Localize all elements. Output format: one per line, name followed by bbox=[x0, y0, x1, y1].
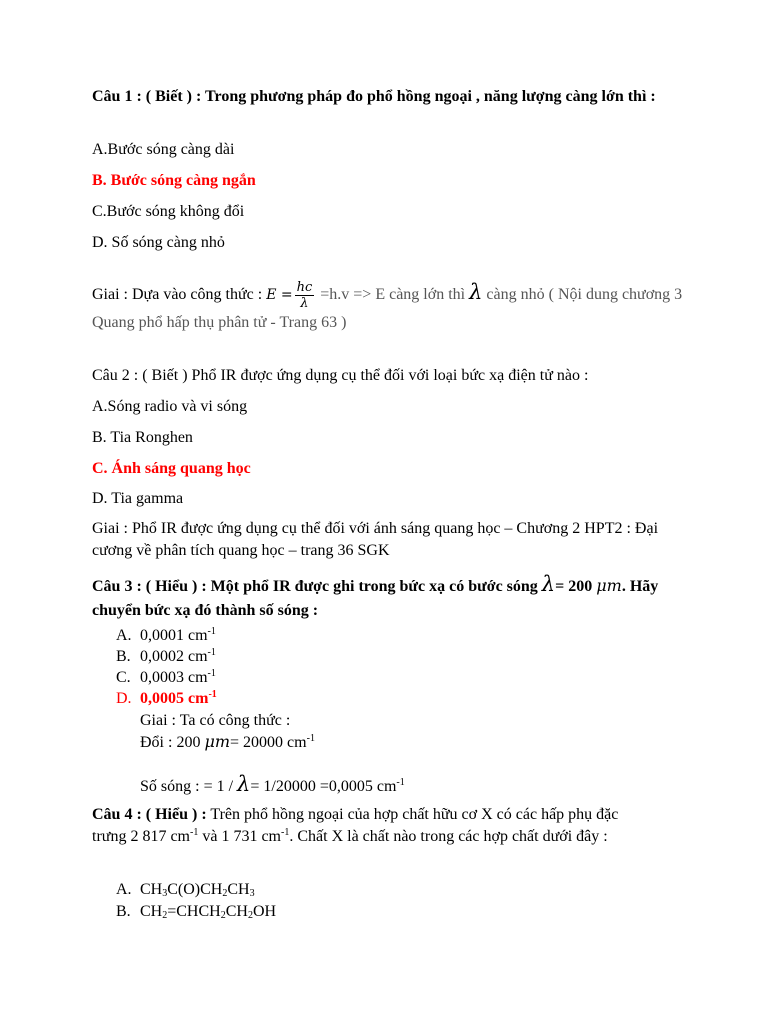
question-2-option-c-answer: C. Ánh sáng quang học bbox=[92, 460, 251, 477]
formula-fraction bbox=[295, 280, 315, 311]
lambda-symbol: λ bbox=[541, 572, 556, 596]
formula-denominator: λ bbox=[300, 296, 309, 311]
question-3-option-a: A. 0,0001 $cm^{-1}$ bbox=[116, 626, 216, 644]
question-3-title bbox=[92, 572, 692, 623]
lambda-symbol: λ bbox=[469, 280, 483, 305]
question-1-option-a: A.Bước sóng càng dài bbox=[92, 141, 235, 158]
question-1-option-b-answer: B. Bước sóng càng ngắn bbox=[92, 172, 256, 189]
solution-suffix: càng nhỏ ( Nội dung chương 3 Quang phổ hấp thụ phân tử - Trang 63 ) bbox=[92, 286, 683, 331]
micrometre-symbol: μm bbox=[596, 576, 622, 595]
question-2-option-d: D. Tia gamma bbox=[92, 490, 184, 507]
question-2-title: Câu 2 : ( Biết ) Phổ IR được ứng dụng cụ thể đối với loại bức xạ điện tử nào : bbox=[92, 367, 589, 384]
q3-title-part1: Câu 3 : ( Hiểu ) : Một phổ IR được ghi trong bức xạ có bước sóng bbox=[92, 578, 538, 595]
solution-mid: =h.v => E càng lớn thì bbox=[320, 286, 466, 304]
question-4-option-a: A. $CH_3C(O)CH_2CH_3$ bbox=[116, 881, 255, 899]
question-2-solution: Giai : Phổ IR được ứng dụng cụ thể đối với ánh sáng quang học – Chương 2 HPT2 : Đại cương về phân tích quang học – trang 36 SGK bbox=[92, 520, 659, 559]
question-1-option-d: D. Số sóng càng nhỏ bbox=[92, 234, 225, 251]
question-3-solution-line-1: Giai : Ta có công thức : bbox=[140, 712, 291, 729]
q3-title-part3: . Hãy chuyển bức xạ đó thành số sóng : bbox=[92, 578, 659, 619]
solution-prefix: Giai : Dựa vào công thức : bbox=[92, 286, 263, 304]
question-3-option-d-answer: D. 0,0005 $cm^{-1}$ bbox=[116, 689, 217, 707]
lambda-symbol: λ bbox=[237, 772, 251, 796]
question-3-option-b: B. 0,0002 $cm^{-1}$ bbox=[116, 647, 216, 665]
formula-numerator: hc bbox=[296, 280, 313, 295]
question-3-solution-line-3: Số sóng : = 1 / λ= 1/20000 =0,0005 $cm^{-1}$ bbox=[140, 772, 405, 796]
question-3-solution-line-2: Đổi : 200 μm= 20000 $cm^{-1}$ bbox=[140, 732, 315, 751]
q3-title-part2: = 200 bbox=[555, 578, 593, 595]
question-1-option-c: C.Bước sóng không đổi bbox=[92, 203, 245, 220]
formula-lhs: E = bbox=[266, 287, 293, 304]
question-1-solution bbox=[92, 280, 692, 335]
question-4-option-b: B. $CH_2=CHCH_2CH_2OH$ bbox=[116, 903, 277, 921]
question-3-option-c: C. 0,0003 $cm^{-1}$ bbox=[116, 668, 216, 686]
question-4-title: Câu 4 : ( Hiểu ) : bbox=[92, 806, 207, 823]
micrometre-symbol: μm bbox=[204, 732, 231, 751]
question-4-text: Câu 4 : ( Hiểu ) : Trên phổ hồng ngoại của hợp chất hữu cơ X có các hấp phụ đặc trưng 2 817 $cm^{-1}$ và 1 731 $cm^{-1}$. Chất X là chất nào trong các hợp chất dưới đây : bbox=[92, 806, 619, 845]
question-2-option-a: A.Sóng radio và vi sóng bbox=[92, 398, 248, 415]
question-1-title: Câu 1 : ( Biết ) : Trong phương pháp đo phổ hồng ngoại , năng lượng càng lớn thì : bbox=[92, 88, 656, 105]
question-2-option-b: B. Tia Ronghen bbox=[92, 429, 193, 446]
